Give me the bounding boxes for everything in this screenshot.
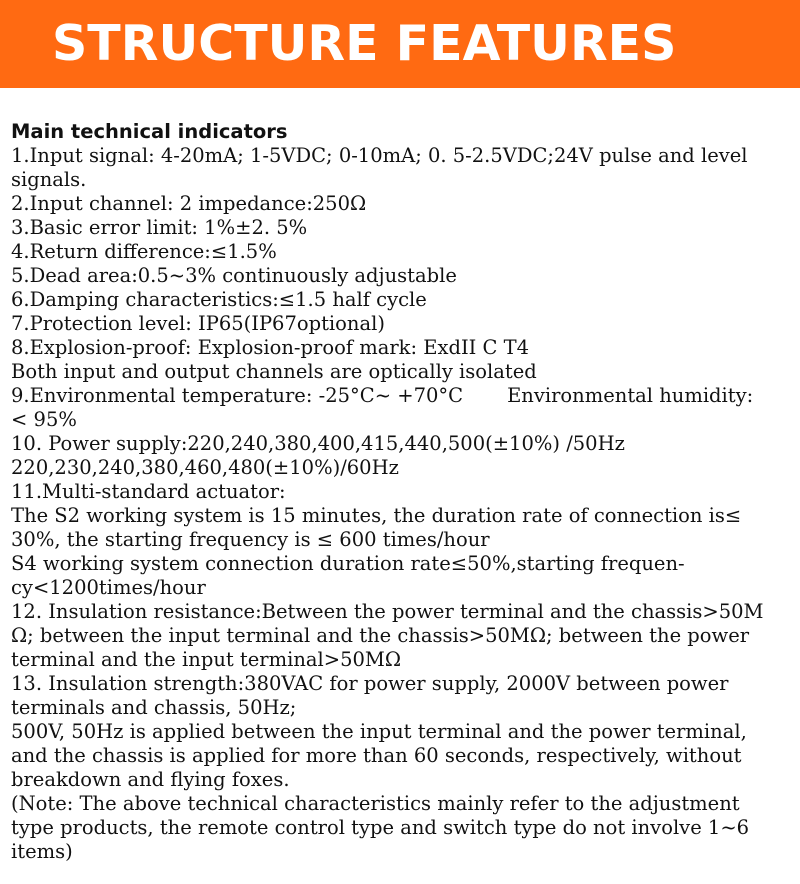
spec-line: 3.Basic error limit: 1%±2. 5% bbox=[11, 216, 308, 239]
spec-text-block bbox=[11, 120, 797, 864]
spec-line: The S2 working system is 15 minutes, the duration rate of connection is≤ bbox=[11, 504, 742, 527]
spec-line: 220,230,240,380,460,480(±10%)/60Hz bbox=[11, 456, 399, 479]
spec-line: 12. Insulation resistance:Between the power terminal and the chassis>50M bbox=[11, 600, 764, 623]
spec-line: 13. Insulation strength:380VAC for power supply, 2000V between power bbox=[11, 672, 729, 695]
spec-line: S4 working system connection duration rate≤50%,starting frequen- bbox=[11, 552, 685, 575]
spec-line: type products, the remote control type and switch type do not involve 1~6 bbox=[11, 816, 750, 839]
spec-line: Ω; between the input terminal and the chassis>50MΩ; between the power bbox=[11, 624, 750, 647]
spec-line: 10. Power supply:220,240,380,400,415,440,500(±10%) /50Hz bbox=[11, 432, 625, 455]
banner-title: STRUCTURE FEATURES bbox=[52, 15, 677, 72]
env-line bbox=[11, 384, 797, 408]
spec-line: 7.Protection level: IP65(IP67optional) bbox=[11, 312, 385, 335]
spec-line: items) bbox=[11, 840, 73, 863]
spec-line: 8.Explosion-proof: Explosion-proof mark: ExdII C T4 bbox=[11, 336, 530, 359]
spec-line: 6.Damping characteristics:≤1.5 half cycle bbox=[11, 288, 427, 311]
spec-line: 2.Input channel: 2 impedance:250Ω bbox=[11, 192, 367, 215]
env-temperature-text: 9.Environmental temperature: -25°C~ +70°C bbox=[11, 384, 464, 407]
spec-line: 500V, 50Hz is applied between the input terminal and the power terminal, bbox=[11, 720, 747, 743]
spec-line: and the chassis is applied for more than 60 seconds, respectively, without bbox=[11, 744, 742, 767]
spec-line: breakdown and flying foxes. bbox=[11, 768, 290, 791]
spec-line: 30%, the starting frequency is ≤ 600 times/hour bbox=[11, 528, 490, 551]
spec-line: terminal and the input terminal>50MΩ bbox=[11, 648, 402, 671]
spec-line: 4.Return difference:≤1.5% bbox=[11, 240, 277, 263]
env-humidity-text: Environmental humidity: bbox=[507, 384, 754, 407]
spec-line: < 95% bbox=[11, 408, 77, 431]
spec-line: (Note: The above technical characteristics mainly refer to the adjustment bbox=[11, 792, 740, 815]
spec-line: 11.Multi-standard actuator: bbox=[11, 480, 286, 503]
header-banner bbox=[0, 0, 800, 88]
spec-line: cy<1200times/hour bbox=[11, 576, 206, 599]
spec-line: terminals and chassis, 50Hz; bbox=[11, 696, 297, 719]
spec-line: Both input and output channels are optically isolated bbox=[11, 360, 537, 383]
spec-line: 1.Input signal: 4-20mA; 1-5VDC; 0-10mA; 0. 5-2.5VDC;24V pulse and level bbox=[11, 144, 748, 167]
section-heading: Main technical indicators bbox=[11, 120, 288, 143]
spec-line: signals. bbox=[11, 168, 87, 191]
spec-line: 5.Dead area:0.5~3% continuously adjustable bbox=[11, 264, 457, 287]
